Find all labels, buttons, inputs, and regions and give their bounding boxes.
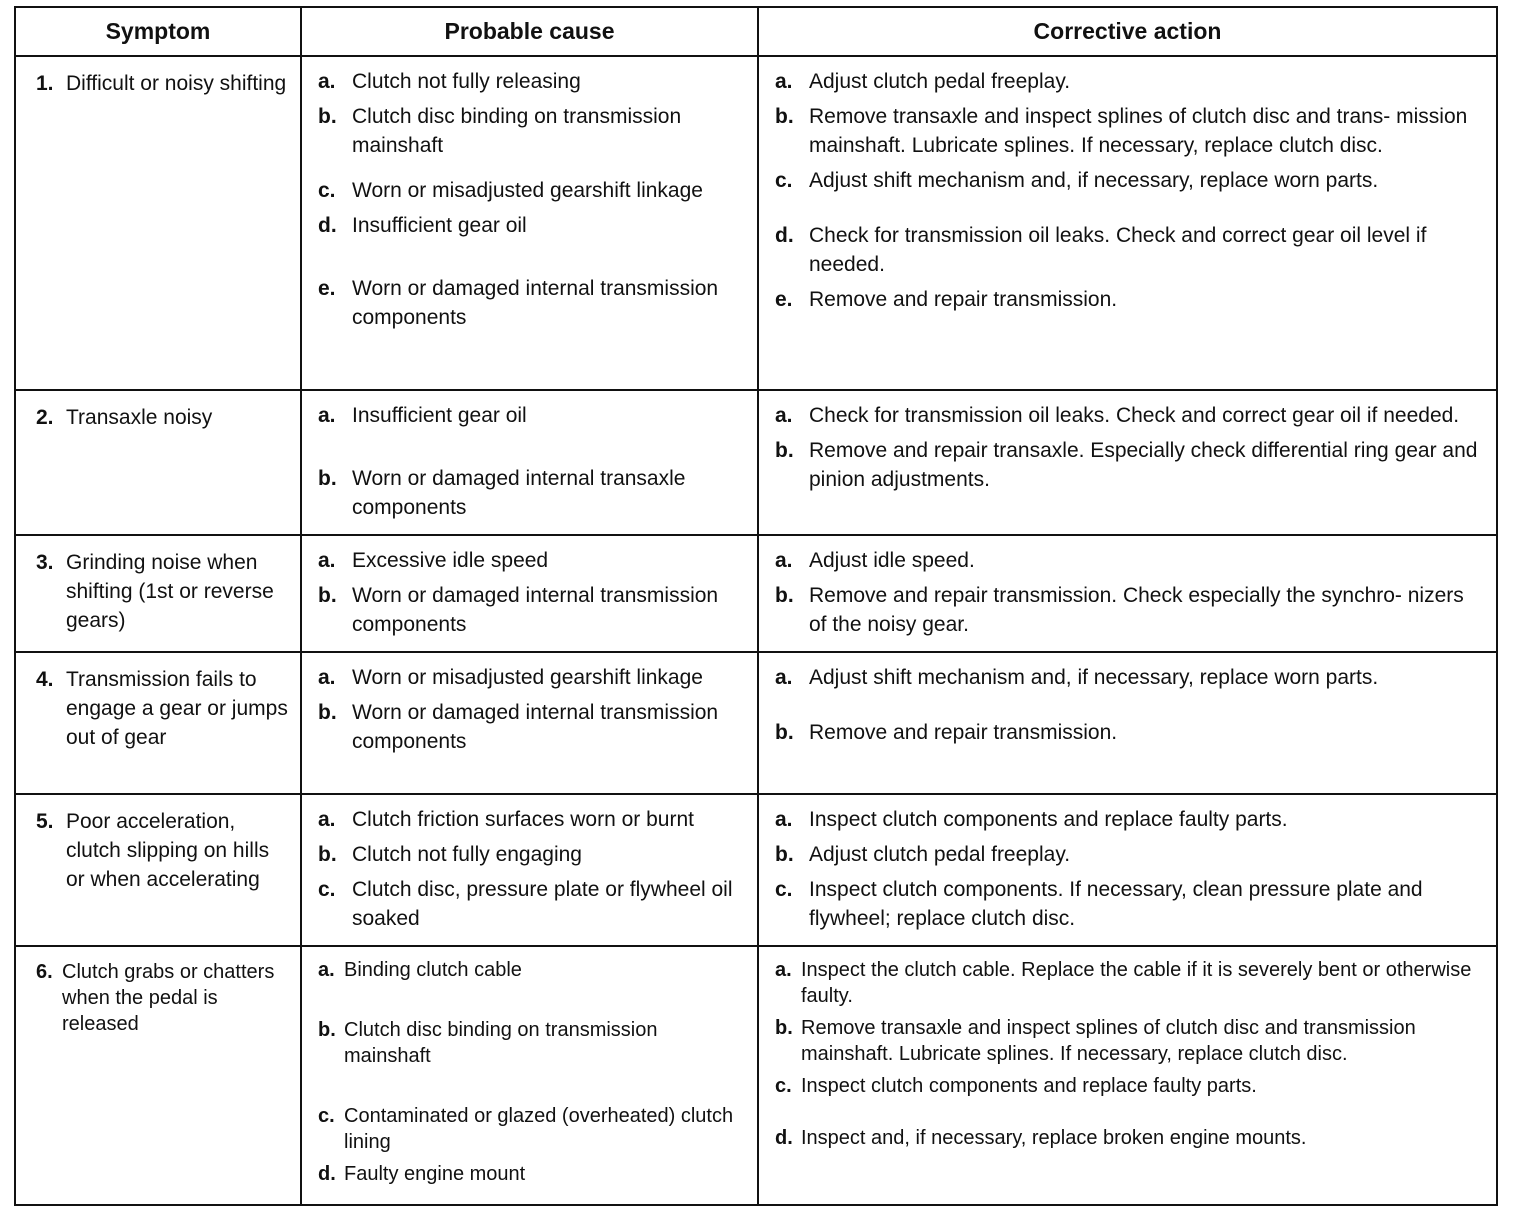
action-text: Adjust clutch pedal freeplay.	[809, 843, 1071, 866]
cause-letter: c.	[318, 878, 336, 901]
cause-item	[318, 805, 745, 834]
cause-text: Worn or damaged internal transmission components	[352, 277, 719, 329]
cause-letter: b.	[318, 584, 337, 607]
action-text: Inspect the clutch cable. Replace the cable if it is severely bent or otherwise faulty.	[801, 959, 1472, 1007]
action-letter: d.	[775, 1127, 793, 1149]
action-letter: b.	[775, 1017, 793, 1039]
troubleshooting-sheet	[14, 6, 1498, 1206]
action-text: Inspect clutch components. If necessary, clean pressure plate and flywheel; replace clutch disc.	[809, 878, 1423, 930]
symptom-cell	[16, 390, 301, 535]
cause-item	[318, 698, 745, 756]
cause-item	[318, 546, 745, 575]
cause-letter: a.	[318, 549, 336, 572]
table-row	[16, 390, 1496, 535]
symptom-number: 6.	[36, 961, 53, 983]
action-item	[775, 401, 1484, 430]
cause-text: Binding clutch cable	[344, 959, 522, 981]
cause-text: Clutch not fully engaging	[352, 843, 582, 866]
action-text: Adjust shift mechanism and, if necessary, replace worn parts.	[809, 169, 1379, 192]
symptom-number: 1.	[36, 72, 54, 95]
action-text: Inspect and, if necessary, replace broken engine mounts.	[801, 1127, 1307, 1149]
cause-text: Clutch disc binding on transmission mainshaft	[352, 105, 682, 157]
action-letter: a.	[775, 70, 793, 93]
action-letter: a.	[775, 666, 793, 689]
action-letter: a.	[775, 404, 793, 427]
action-cell	[758, 56, 1496, 390]
action-item	[775, 102, 1484, 160]
action-item	[775, 221, 1484, 279]
header-symptom: Symptom	[16, 8, 301, 56]
cause-text: Worn or damaged internal transaxle components	[352, 467, 686, 519]
cause-letter: b.	[318, 843, 337, 866]
action-text: Remove and repair transmission.	[809, 288, 1118, 311]
action-item	[775, 581, 1484, 639]
cause-item	[318, 102, 745, 160]
table-row	[16, 946, 1496, 1204]
cause-text: Clutch disc binding on transmission mainshaft	[344, 1019, 658, 1067]
cause-text: Insufficient gear oil	[352, 404, 527, 427]
cause-letter: b.	[318, 467, 337, 490]
cause-cell	[301, 56, 758, 390]
table-row	[16, 56, 1496, 390]
cause-text: Excessive idle speed	[352, 549, 549, 572]
cause-letter: e.	[318, 277, 336, 300]
table-row	[16, 794, 1496, 946]
action-text: Remove and repair transmission. Check especially the synchro- nizers of the noisy gear.	[809, 584, 1464, 636]
symptom-text: Poor acceleration, clutch slipping on hills or when accelerating	[66, 810, 270, 891]
cause-item	[318, 840, 745, 869]
cause-item	[318, 176, 745, 205]
action-text: Remove and repair transmission.	[809, 721, 1118, 744]
table-row	[16, 535, 1496, 652]
cause-item	[318, 1103, 745, 1155]
action-cell	[758, 535, 1496, 652]
action-item	[775, 67, 1484, 96]
cause-letter: a.	[318, 404, 336, 427]
cause-item	[318, 957, 745, 983]
cause-letter: d.	[318, 1163, 336, 1185]
cause-text: Contaminated or glazed (overheated) clutch lining	[344, 1105, 734, 1153]
action-letter: c.	[775, 1075, 792, 1097]
cause-text: Worn or misadjusted gearshift linkage	[352, 179, 703, 202]
action-text: Remove and repair transaxle. Especially check differential ring gear and pinion adjustments.	[809, 439, 1478, 491]
cause-cell	[301, 390, 758, 535]
action-text: Adjust clutch pedal freeplay.	[809, 70, 1071, 93]
cause-item	[318, 211, 745, 240]
symptom-cell	[16, 794, 301, 946]
action-item	[775, 285, 1484, 314]
action-item	[775, 805, 1484, 834]
cause-letter: a.	[318, 808, 336, 831]
action-letter: a.	[775, 549, 793, 572]
action-cell	[758, 946, 1496, 1204]
action-item	[775, 840, 1484, 869]
symptom-number: 2.	[36, 406, 54, 429]
symptom-text: Transaxle noisy	[66, 406, 213, 429]
cause-text: Clutch not fully releasing	[352, 70, 581, 93]
action-text: Check for transmission oil leaks. Check and correct gear oil if needed.	[809, 404, 1460, 427]
cause-text: Insufficient gear oil	[352, 214, 527, 237]
troubleshooting-table	[16, 8, 1496, 1204]
action-text: Adjust idle speed.	[809, 549, 975, 572]
cause-item	[318, 663, 745, 692]
action-item	[775, 546, 1484, 575]
cause-item	[318, 274, 745, 332]
action-text: Adjust shift mechanism and, if necessary, replace worn parts.	[809, 666, 1379, 689]
action-item	[775, 1125, 1484, 1151]
cause-letter: c.	[318, 1105, 335, 1127]
cause-item	[318, 1017, 745, 1069]
action-letter: c.	[775, 169, 793, 192]
cause-text: Worn or damaged internal transmission components	[352, 701, 719, 753]
symptom-cell	[16, 535, 301, 652]
action-item	[775, 875, 1484, 933]
action-item	[775, 166, 1484, 195]
cause-cell	[301, 794, 758, 946]
symptom-cell	[16, 56, 301, 390]
header-corrective-action: Corrective action	[758, 8, 1496, 56]
symptom-text: Difficult or noisy shifting	[66, 72, 287, 95]
action-item	[775, 663, 1484, 692]
cause-item	[318, 464, 745, 522]
symptom-text: Transmission fails to engage a gear or jumps out of gear	[66, 668, 288, 749]
action-letter: b.	[775, 843, 794, 866]
action-letter: b.	[775, 584, 794, 607]
action-text: Inspect clutch components and replace faulty parts.	[801, 1075, 1257, 1097]
action-letter: a.	[775, 808, 793, 831]
symptom-text: Clutch grabs or chatters when the pedal is released	[62, 961, 275, 1035]
action-cell	[758, 652, 1496, 794]
action-letter: b.	[775, 439, 794, 462]
cause-letter: a.	[318, 70, 336, 93]
action-cell	[758, 390, 1496, 535]
symptom-number: 4.	[36, 668, 54, 691]
cause-text: Worn or damaged internal transmission components	[352, 584, 719, 636]
cause-letter: c.	[318, 179, 336, 202]
symptom-number: 5.	[36, 810, 54, 833]
cause-item	[318, 875, 745, 933]
action-letter: d.	[775, 224, 794, 247]
cause-text: Faulty engine mount	[344, 1163, 526, 1185]
action-letter: b.	[775, 105, 794, 128]
cause-letter: b.	[318, 105, 337, 128]
cause-cell	[301, 946, 758, 1204]
action-letter: e.	[775, 288, 793, 311]
action-letter: b.	[775, 721, 794, 744]
symptom-cell	[16, 946, 301, 1204]
cause-cell	[301, 535, 758, 652]
action-letter: c.	[775, 878, 793, 901]
cause-text: Clutch friction surfaces worn or burnt	[352, 808, 694, 831]
symptom-number: 3.	[36, 551, 54, 574]
header-probable-cause: Probable cause	[301, 8, 758, 56]
action-item	[775, 1073, 1484, 1099]
action-item	[775, 718, 1484, 747]
action-text: Remove transaxle and inspect splines of clutch disc and transmission mainshaft. Lubricate splines. If necessary, replace clutch disc.	[801, 1017, 1416, 1065]
cause-letter: b.	[318, 1019, 336, 1041]
cause-item	[318, 67, 745, 96]
action-text: Check for transmission oil leaks. Check and correct gear oil level if needed.	[809, 224, 1427, 276]
cause-cell	[301, 652, 758, 794]
cause-letter: a.	[318, 666, 336, 689]
cause-letter: b.	[318, 701, 337, 724]
symptom-text: Grinding noise when shifting (1st or reverse gears)	[66, 551, 274, 632]
action-item	[775, 1015, 1484, 1067]
table-row	[16, 652, 1496, 794]
action-cell	[758, 794, 1496, 946]
cause-item	[318, 1161, 745, 1187]
cause-letter: a.	[318, 959, 335, 981]
action-text: Inspect clutch components and replace faulty parts.	[809, 808, 1288, 831]
symptom-cell	[16, 652, 301, 794]
header-row	[16, 8, 1496, 56]
action-item	[775, 957, 1484, 1009]
action-item	[775, 436, 1484, 494]
cause-item	[318, 401, 745, 430]
action-text: Remove transaxle and inspect splines of clutch disc and trans- mission mainshaft. Lubricate splines. If necessary, replace clutch disc.	[809, 105, 1468, 157]
cause-text: Worn or misadjusted gearshift linkage	[352, 666, 703, 689]
cause-item	[318, 581, 745, 639]
action-letter: a.	[775, 959, 792, 981]
cause-letter: d.	[318, 214, 337, 237]
cause-text: Clutch disc, pressure plate or flywheel oil soaked	[352, 878, 733, 930]
